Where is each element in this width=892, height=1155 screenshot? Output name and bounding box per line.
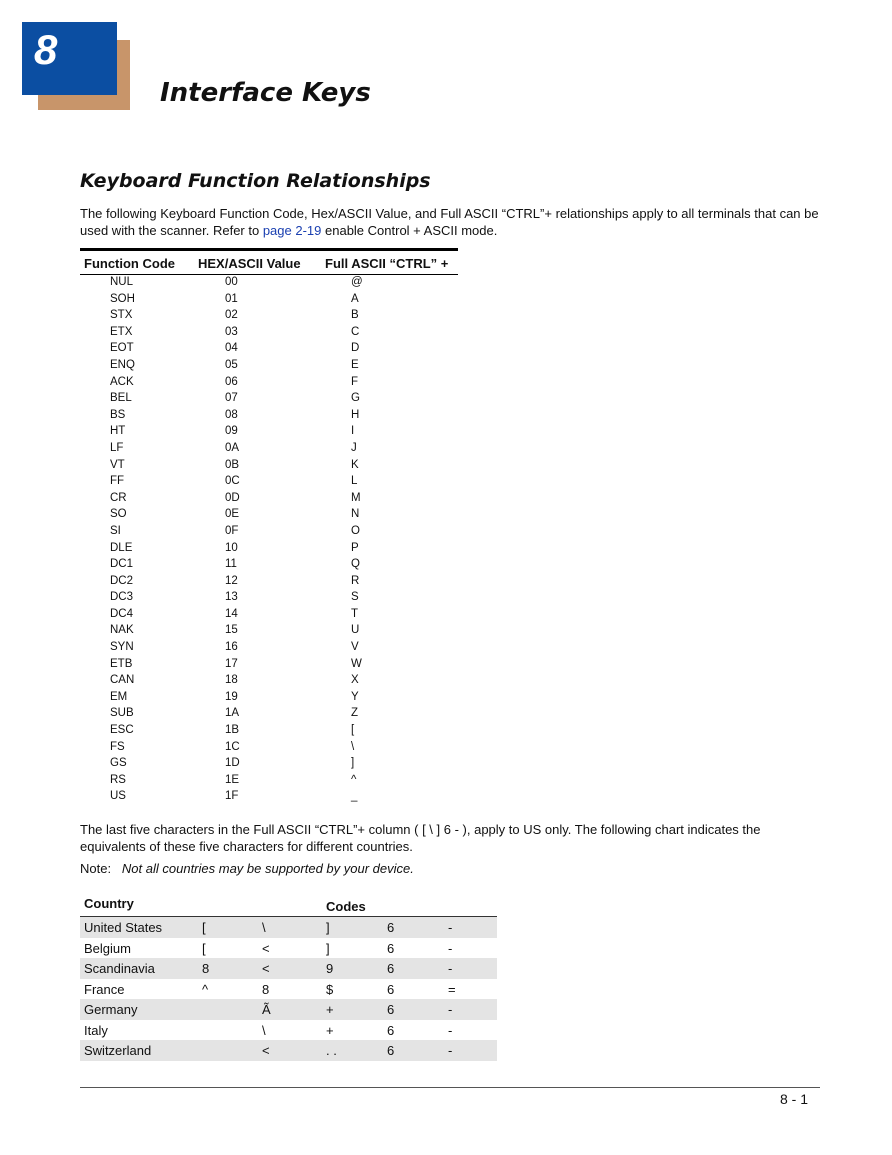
function-code-cell: SO bbox=[110, 508, 127, 521]
note bbox=[80, 861, 414, 876]
hex-value-cell: 0C bbox=[225, 475, 240, 488]
country-row bbox=[80, 979, 497, 1000]
code-cell: 6 bbox=[387, 1022, 395, 1038]
code-cell: - bbox=[448, 1022, 453, 1038]
ctrl-char-cell: ] bbox=[351, 757, 355, 770]
ctrl-char-cell: S bbox=[351, 591, 359, 604]
chapter-title: Interface Keys bbox=[160, 78, 371, 108]
footer-rule bbox=[80, 1087, 820, 1088]
code-cell: < bbox=[262, 940, 270, 956]
ctrl-char-cell: M bbox=[351, 491, 361, 504]
ctrl-char-cell: I bbox=[351, 425, 355, 438]
ctrl-char-cell: [ bbox=[351, 724, 355, 737]
header-ctrl: Full ASCII “CTRL” + bbox=[325, 256, 449, 271]
code-cell: - bbox=[448, 1043, 453, 1058]
hex-value-cell: 01 bbox=[225, 292, 238, 305]
function-code-cell: NUL bbox=[110, 276, 134, 288]
code-cell: + bbox=[326, 1022, 334, 1038]
code-cell: $ bbox=[326, 981, 334, 997]
function-code-cell: ESC bbox=[110, 724, 134, 737]
intro-text-2: enable Control + ASCII mode. bbox=[321, 222, 498, 238]
country-row bbox=[80, 917, 497, 938]
hex-value-cell: 11 bbox=[225, 558, 237, 571]
table-row bbox=[80, 491, 458, 508]
table-row bbox=[80, 524, 458, 541]
table-row bbox=[80, 441, 458, 458]
ctrl-char-cell: U bbox=[351, 624, 360, 637]
table-row bbox=[80, 275, 458, 292]
table-row bbox=[80, 458, 458, 475]
page-number: 8 - 1 bbox=[780, 1091, 809, 1107]
table-row bbox=[80, 424, 458, 441]
code-cell: . . bbox=[326, 1043, 337, 1058]
hex-value-cell: 18 bbox=[225, 674, 238, 687]
function-code-cell: VT bbox=[110, 458, 125, 471]
function-code-cell: US bbox=[110, 790, 126, 803]
ctrl-char-cell: ^ bbox=[351, 773, 357, 786]
function-code-cell: SOH bbox=[110, 292, 135, 305]
table-row bbox=[80, 325, 458, 342]
ctrl-char-cell: X bbox=[351, 674, 359, 687]
hex-value-cell: 03 bbox=[225, 325, 238, 338]
hex-value-cell: 08 bbox=[225, 408, 238, 421]
hex-value-cell: 1D bbox=[225, 757, 240, 770]
code-cell: 6 bbox=[387, 1043, 395, 1058]
after-paragraph: The last five characters in the Full ASCII “CTRL”+ column ( [ \ ] 6 - ), apply to US only. The following chart indicates the equivalents of these five characters for different countries. bbox=[80, 822, 761, 854]
function-code-cell: FF bbox=[110, 475, 125, 488]
ctrl-char-cell: V bbox=[351, 641, 359, 654]
ctrl-char-cell: C bbox=[351, 325, 360, 338]
table-row bbox=[80, 375, 458, 392]
table-row bbox=[80, 341, 458, 358]
function-code-cell: CAN bbox=[110, 674, 135, 687]
table-row bbox=[80, 590, 458, 607]
table-row bbox=[80, 507, 458, 524]
function-code-cell: CR bbox=[110, 491, 127, 504]
hex-value-cell: 1F bbox=[225, 790, 239, 803]
code-cell: [ bbox=[202, 920, 206, 935]
ctrl-char-cell: _ bbox=[351, 790, 358, 803]
hex-value-cell: 0E bbox=[225, 508, 240, 521]
hex-value-cell: 15 bbox=[225, 624, 238, 637]
ctrl-char-cell: @ bbox=[351, 276, 363, 288]
note-text: Not all countries may be supported by your device. bbox=[121, 861, 414, 876]
country-table-header bbox=[80, 894, 497, 917]
table-row bbox=[80, 292, 458, 309]
header-hex-value: HEX/ASCII Value bbox=[198, 256, 301, 271]
function-code-cell: ETB bbox=[110, 657, 133, 670]
hex-value-cell: 10 bbox=[225, 541, 238, 554]
code-cell: ] bbox=[326, 920, 330, 935]
country-name-cell: Belgium bbox=[84, 940, 131, 956]
function-code-cell: DC1 bbox=[110, 558, 134, 571]
hex-value-cell: 00 bbox=[225, 276, 238, 288]
table-row bbox=[80, 723, 458, 740]
hex-value-cell: 0B bbox=[225, 458, 240, 471]
function-code-cell: ACK bbox=[110, 375, 134, 388]
table-row bbox=[80, 756, 458, 773]
country-row bbox=[80, 958, 497, 979]
table-row bbox=[80, 391, 458, 408]
country-name-cell: France bbox=[84, 981, 125, 997]
ctrl-char-cell: R bbox=[351, 574, 360, 587]
code-cell: Ã bbox=[262, 1002, 271, 1017]
function-code-cell: LF bbox=[110, 441, 124, 454]
function-code-cell: SUB bbox=[110, 707, 134, 720]
intro-text-1: The following Keyboard Function Code, Hex/ASCII Value, and Full ASCII “CTRL”+ relationships apply to all terminals that can be used with the scanner. Refer to bbox=[80, 206, 819, 238]
code-cell: 6 bbox=[387, 961, 395, 976]
code-cell: 6 bbox=[387, 940, 395, 956]
function-code-cell: FS bbox=[110, 740, 125, 753]
code-cell: < bbox=[262, 961, 270, 976]
country-table-body bbox=[80, 917, 497, 1061]
hex-value-cell: 0D bbox=[225, 491, 240, 504]
table-row bbox=[80, 740, 458, 757]
country-name-cell: Scandinavia bbox=[84, 961, 155, 976]
ctrl-char-cell: Z bbox=[351, 707, 359, 720]
function-table-header bbox=[80, 251, 458, 275]
function-code-cell: SI bbox=[110, 524, 121, 537]
header-codes: Codes bbox=[326, 899, 366, 914]
function-code-cell: ETX bbox=[110, 325, 133, 338]
code-cell: \ bbox=[262, 1022, 266, 1038]
country-table bbox=[80, 894, 497, 1061]
hex-value-cell: 1B bbox=[225, 724, 240, 737]
note-label: Note: bbox=[80, 861, 112, 876]
ctrl-char-cell: \ bbox=[351, 740, 355, 753]
code-cell: + bbox=[326, 1002, 334, 1017]
hex-value-cell: 12 bbox=[225, 574, 238, 587]
table-row bbox=[80, 623, 458, 640]
function-table-body bbox=[80, 275, 458, 806]
table-row bbox=[80, 474, 458, 491]
code-cell: - bbox=[448, 940, 453, 956]
ctrl-char-cell: E bbox=[351, 358, 359, 371]
function-code-cell: ENQ bbox=[110, 358, 135, 371]
hex-value-cell: 06 bbox=[225, 375, 238, 388]
code-cell: 6 bbox=[387, 1002, 395, 1017]
function-code-cell: SYN bbox=[110, 641, 134, 654]
function-code-cell: DC3 bbox=[110, 591, 134, 604]
code-cell: 6 bbox=[387, 920, 395, 935]
table-row bbox=[80, 557, 458, 574]
table-row bbox=[80, 308, 458, 325]
function-code-cell: DLE bbox=[110, 541, 133, 554]
table-row bbox=[80, 408, 458, 425]
country-row bbox=[80, 999, 497, 1020]
code-cell: 9 bbox=[326, 961, 334, 976]
code-cell: = bbox=[448, 981, 456, 997]
ctrl-char-cell: J bbox=[351, 441, 357, 454]
table-row bbox=[80, 673, 458, 690]
hex-value-cell: 02 bbox=[225, 309, 238, 322]
page-link[interactable]: page 2-19 bbox=[262, 222, 322, 238]
function-table bbox=[80, 248, 458, 806]
ctrl-char-cell: Q bbox=[351, 558, 360, 571]
function-code-cell: BS bbox=[110, 408, 126, 421]
country-name-cell: Switzerland bbox=[84, 1043, 152, 1058]
code-cell: 8 bbox=[202, 961, 210, 976]
hex-value-cell: 16 bbox=[225, 641, 238, 654]
code-cell: [ bbox=[202, 940, 206, 956]
function-code-cell: EM bbox=[110, 690, 128, 703]
table-row bbox=[80, 690, 458, 707]
hex-value-cell: 09 bbox=[225, 425, 238, 438]
ctrl-char-cell: D bbox=[351, 342, 360, 355]
hex-value-cell: 19 bbox=[225, 690, 238, 703]
chapter-number: 8 bbox=[34, 26, 58, 73]
hex-value-cell: 0F bbox=[225, 524, 239, 537]
ctrl-char-cell: L bbox=[351, 475, 358, 488]
ctrl-char-cell: B bbox=[351, 309, 359, 322]
ctrl-char-cell: T bbox=[351, 607, 359, 620]
function-code-cell: EOT bbox=[110, 342, 134, 355]
table-row bbox=[80, 607, 458, 624]
hex-value-cell: 04 bbox=[225, 342, 238, 355]
function-code-cell: HT bbox=[110, 425, 126, 438]
ctrl-char-cell: W bbox=[351, 657, 362, 670]
ctrl-char-cell: H bbox=[351, 408, 360, 421]
intro-paragraph bbox=[80, 206, 820, 239]
header-country: Country bbox=[84, 896, 134, 911]
function-code-cell: DC2 bbox=[110, 574, 134, 587]
hex-value-cell: 1A bbox=[225, 707, 240, 720]
code-cell: < bbox=[262, 1043, 270, 1058]
code-cell: - bbox=[448, 961, 453, 976]
table-row bbox=[80, 789, 458, 806]
function-code-cell: DC4 bbox=[110, 607, 134, 620]
table-row bbox=[80, 574, 458, 591]
code-cell: \ bbox=[262, 920, 266, 935]
function-code-cell: GS bbox=[110, 757, 127, 770]
country-row bbox=[80, 938, 497, 959]
hex-value-cell: 1E bbox=[225, 773, 240, 786]
code-cell: ^ bbox=[202, 981, 209, 997]
ctrl-char-cell: K bbox=[351, 458, 359, 471]
hex-value-cell: 14 bbox=[225, 607, 238, 620]
table-row bbox=[80, 541, 458, 558]
function-code-cell: STX bbox=[110, 309, 133, 322]
ctrl-char-cell: P bbox=[351, 541, 359, 554]
table-row bbox=[80, 640, 458, 657]
code-cell: ] bbox=[326, 940, 330, 956]
function-code-cell: RS bbox=[110, 773, 126, 786]
table-row bbox=[80, 773, 458, 790]
function-code-cell: NAK bbox=[110, 624, 134, 637]
ctrl-char-cell: F bbox=[351, 375, 359, 388]
country-row bbox=[80, 1020, 497, 1041]
hex-value-cell: 13 bbox=[225, 591, 238, 604]
hex-value-cell: 0A bbox=[225, 441, 240, 454]
function-code-cell: BEL bbox=[110, 392, 132, 405]
hex-value-cell: 05 bbox=[225, 358, 238, 371]
ctrl-char-cell: G bbox=[351, 392, 360, 405]
hex-value-cell: 17 bbox=[225, 657, 238, 670]
ctrl-char-cell: Y bbox=[351, 690, 359, 703]
country-row bbox=[80, 1040, 497, 1061]
code-cell: 6 bbox=[387, 981, 395, 997]
country-name-cell: Germany bbox=[84, 1002, 138, 1017]
header-function-code: Function Code bbox=[84, 256, 175, 271]
hex-value-cell: 07 bbox=[225, 392, 238, 405]
table-row bbox=[80, 657, 458, 674]
table-row bbox=[80, 358, 458, 375]
country-name-cell: United States bbox=[84, 920, 163, 935]
ctrl-char-cell: A bbox=[351, 292, 359, 305]
country-name-cell: Italy bbox=[84, 1022, 108, 1038]
code-cell: - bbox=[448, 1002, 453, 1017]
ctrl-char-cell: N bbox=[351, 508, 360, 521]
table-row bbox=[80, 706, 458, 723]
hex-value-cell: 1C bbox=[225, 740, 240, 753]
code-cell: 8 bbox=[262, 981, 270, 997]
section-title: Keyboard Function Relationships bbox=[80, 170, 431, 192]
ctrl-char-cell: O bbox=[351, 524, 360, 537]
code-cell: - bbox=[448, 920, 453, 935]
